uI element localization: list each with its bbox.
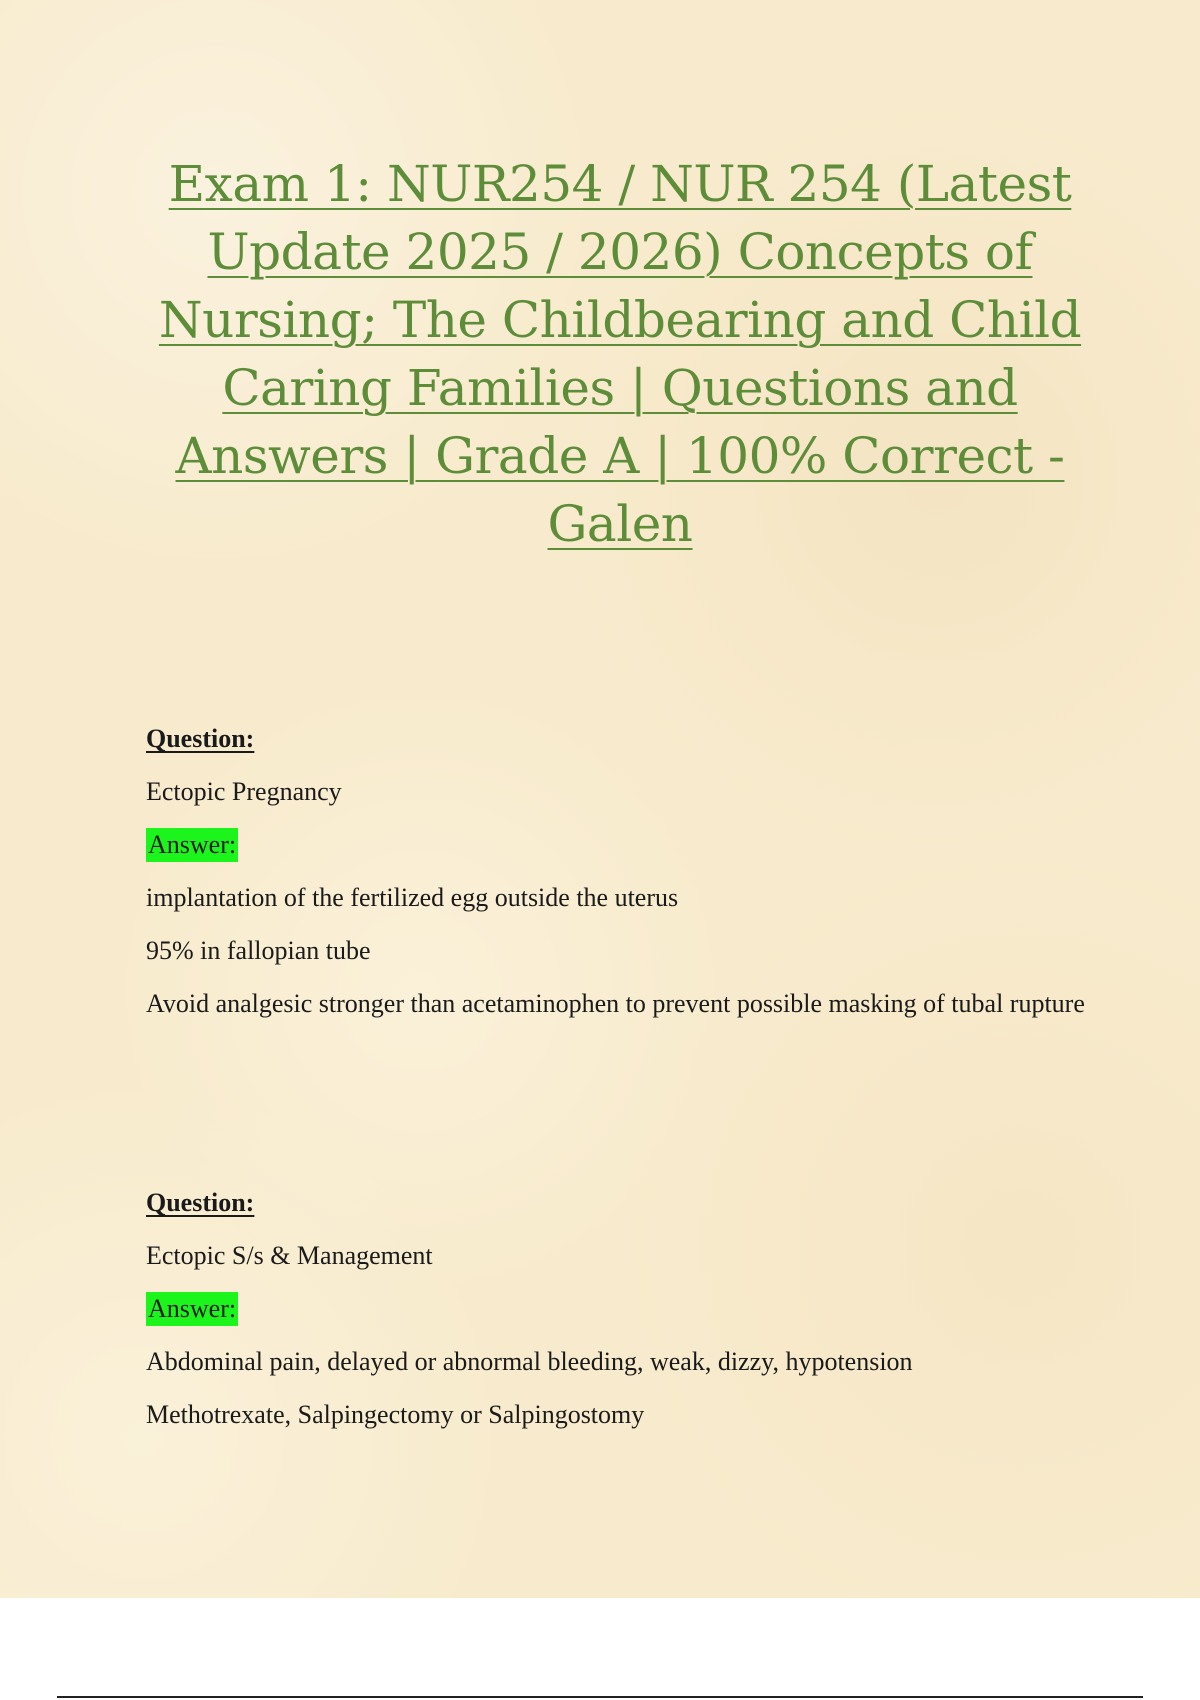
question-text: Ectopic Pregnancy (146, 777, 342, 806)
footer-divider (57, 1696, 1143, 1698)
title-line: Nursing; The Childbearing and Child (158, 291, 1082, 349)
answer-label-row (146, 826, 1096, 864)
question-label: Question: (146, 1188, 255, 1217)
answer-text: Avoid analgesic stronger than acetaminophen to prevent possible masking of tubal rupture (146, 989, 1085, 1018)
title-line: Answers | Grade A | 100% Correct - (175, 427, 1065, 485)
question-label: Question: (146, 724, 255, 753)
question-block (146, 1184, 1096, 1434)
answer-text: Methotrexate, Salpingectomy or Salpingostomy (146, 1400, 645, 1429)
question-text: Ectopic S/s & Management (146, 1241, 433, 1270)
answer-label: Answer: (146, 828, 238, 862)
title-line: Caring Families | Questions and (222, 359, 1018, 417)
question-block (146, 720, 1096, 1049)
title-line: Update 2025 / 2026) Concepts of (207, 223, 1033, 281)
document-title (130, 150, 1110, 558)
answer-text: 95% in fallopian tube (146, 936, 371, 965)
answer-text: Abdominal pain, delayed or abnormal bleeding, weak, dizzy, hypotension (146, 1347, 913, 1376)
title-line: Exam 1: NUR254 / NUR 254 (Latest (168, 155, 1072, 213)
answer-label: Answer: (146, 1292, 238, 1326)
answer-text: implantation of the fertilized egg outside the uterus (146, 883, 679, 912)
title-line: Galen (547, 495, 693, 553)
answer-label-row (146, 1290, 1096, 1328)
